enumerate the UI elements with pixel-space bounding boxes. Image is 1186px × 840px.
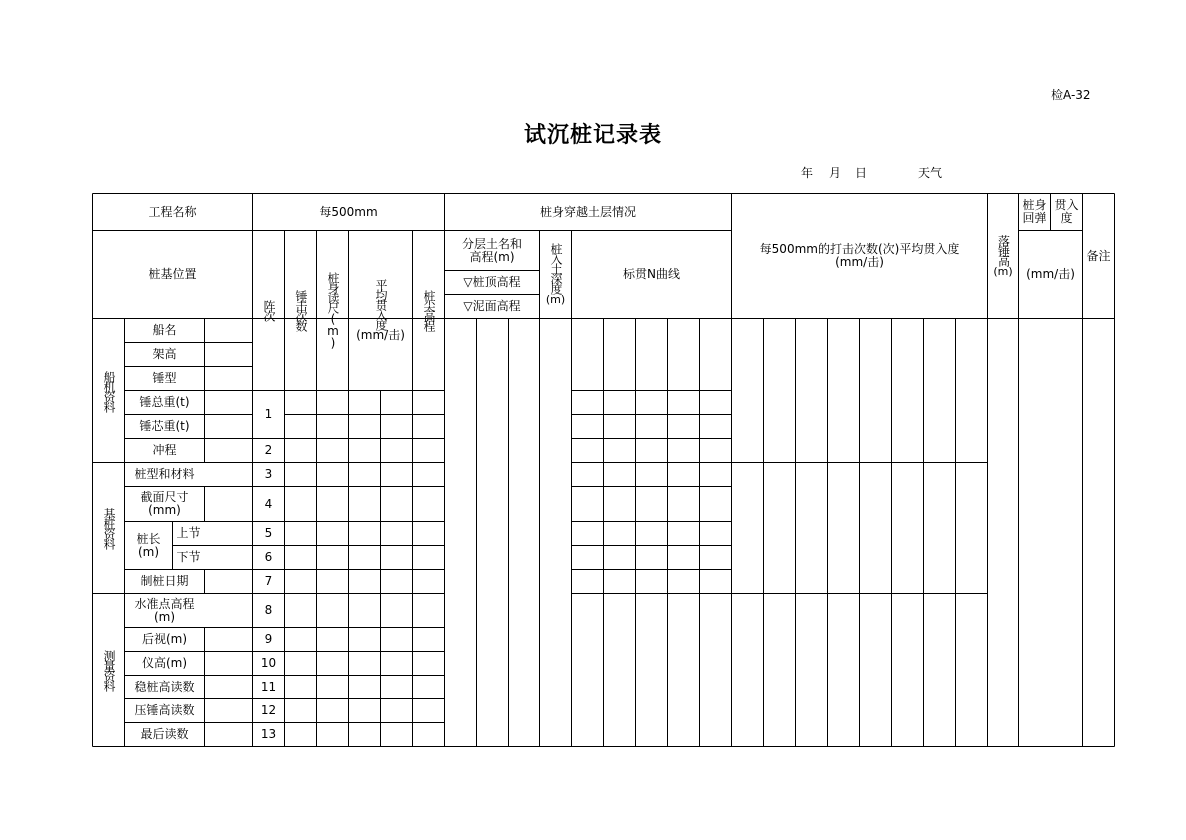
weather-label: 天气 bbox=[918, 166, 943, 180]
date-month-label: 月 bbox=[829, 166, 842, 180]
layer-name-line1: 分层土名和 bbox=[461, 236, 522, 251]
section-size-label bbox=[125, 487, 204, 521]
section-size-line1: 截面尺寸 bbox=[140, 490, 189, 504]
row-number: 6 bbox=[264, 550, 273, 564]
survey-item-instrument-height: 仪高(m) bbox=[141, 656, 188, 670]
section-survey: 测量资料 bbox=[102, 650, 116, 690]
row-number: 9 bbox=[264, 632, 273, 646]
penetration-text: 贯入度 bbox=[1054, 198, 1079, 225]
survey-item-backsight: 后视(m) bbox=[141, 632, 188, 646]
page-title: 试沉桩记录表 bbox=[523, 123, 662, 148]
survey-item-hammer-reading: 压锤高读数 bbox=[134, 703, 195, 717]
n-curve-header: 标贯N曲线 bbox=[623, 267, 680, 281]
drop-height-header bbox=[988, 194, 1018, 318]
blows-per-500-header bbox=[732, 194, 987, 318]
ship-item-hammer-type: 锤型 bbox=[152, 371, 177, 385]
row-number: 12 bbox=[260, 703, 277, 717]
row-number: 7 bbox=[264, 574, 273, 588]
per-500mm-header: 每500mm bbox=[319, 204, 378, 219]
ship-item-core-weight: 锤芯重(t) bbox=[139, 419, 190, 433]
embed-depth-unit: (m) bbox=[545, 293, 566, 306]
embed-depth-text: 桩入土深度 bbox=[549, 243, 563, 293]
row-number: 1 bbox=[264, 407, 273, 421]
layer-name-line2: 高程(m) bbox=[469, 249, 515, 264]
survey-item-steady-reading: 稳桩高读数 bbox=[134, 679, 195, 694]
avg-penetration-unit: (mm/击) bbox=[356, 327, 405, 342]
batch-header: 阵次 bbox=[262, 300, 276, 320]
row-number: 8 bbox=[264, 603, 273, 617]
section-ship: 船机资料 bbox=[102, 370, 116, 411]
row-number: 11 bbox=[260, 679, 277, 694]
row-number: 10 bbox=[260, 656, 277, 670]
pile-length-unit: (m) bbox=[137, 544, 160, 559]
ship-item-hammer-weight: 锤总重(t) bbox=[139, 395, 190, 409]
pile-rebound-text: 桩身回弹 bbox=[1022, 198, 1047, 225]
lower-section-label: 下节 bbox=[176, 550, 201, 564]
benchmark-line2: (m) bbox=[153, 609, 176, 624]
row-number: 13 bbox=[260, 727, 277, 741]
form-code: 检A-32 bbox=[1051, 88, 1091, 102]
make-date-label: 制桩日期 bbox=[140, 574, 189, 588]
date-day-label: 日 bbox=[855, 166, 868, 180]
ship-item-name: 船名 bbox=[152, 323, 177, 337]
row-number: 3 bbox=[264, 467, 273, 481]
layer-name-header bbox=[445, 231, 539, 270]
mm-per-blow-header: (mm/击) bbox=[1026, 267, 1075, 281]
blows-per-500-line2: (mm/击) bbox=[835, 255, 884, 269]
pile-reading-header: 桩身读尺(m) bbox=[326, 272, 340, 348]
pile-length-text: 桩长 bbox=[136, 531, 161, 546]
pile-length-label bbox=[125, 522, 172, 569]
survey-item-final-reading: 最后读数 bbox=[140, 727, 189, 741]
date-year-label: 年 bbox=[801, 166, 814, 180]
ship-item-stroke: 冲程 bbox=[152, 443, 177, 457]
section-size-line2: (mm) bbox=[148, 503, 181, 517]
penetration-header bbox=[1051, 194, 1082, 230]
soil-layers-header: 桩身穿越土层情况 bbox=[539, 204, 636, 219]
drop-height-text: 落锤高 bbox=[996, 234, 1011, 265]
benchmark-label bbox=[125, 594, 204, 627]
upper-section-label: 上节 bbox=[176, 526, 201, 540]
blows-per-500-line1: 每500mm的打击次数(次)平均贯入度 bbox=[759, 242, 960, 256]
remarks-header: 备注 bbox=[1086, 248, 1111, 263]
avg-penetration-header bbox=[349, 231, 412, 389]
hammer-blows-header: 锤击次数 bbox=[294, 290, 308, 330]
project-name-header: 工程名称 bbox=[148, 204, 197, 219]
mud-elevation-header: ▽泥面高程 bbox=[463, 299, 521, 313]
ship-item-frame-height: 架高 bbox=[152, 347, 177, 361]
pile-tip-elevation-header: 桩尖高程 bbox=[422, 290, 436, 330]
benchmark-line1: 水准点高程 bbox=[134, 596, 195, 611]
embed-depth-header bbox=[540, 231, 571, 318]
pile-position-header: 桩基位置 bbox=[148, 267, 197, 281]
pile-rebound-header bbox=[1019, 194, 1050, 230]
pile-type-label: 桩型和材料 bbox=[134, 467, 195, 481]
pile-top-elevation-header: ▽桩顶高程 bbox=[463, 275, 521, 289]
row-number: 4 bbox=[264, 496, 273, 511]
drop-height-unit: (m) bbox=[993, 264, 1013, 278]
avg-penetration-text: 平均贯入度 bbox=[374, 278, 388, 329]
row-number: 2 bbox=[264, 443, 273, 457]
section-foundation: 基桩资料 bbox=[102, 508, 116, 548]
row-number: 5 bbox=[264, 526, 273, 540]
